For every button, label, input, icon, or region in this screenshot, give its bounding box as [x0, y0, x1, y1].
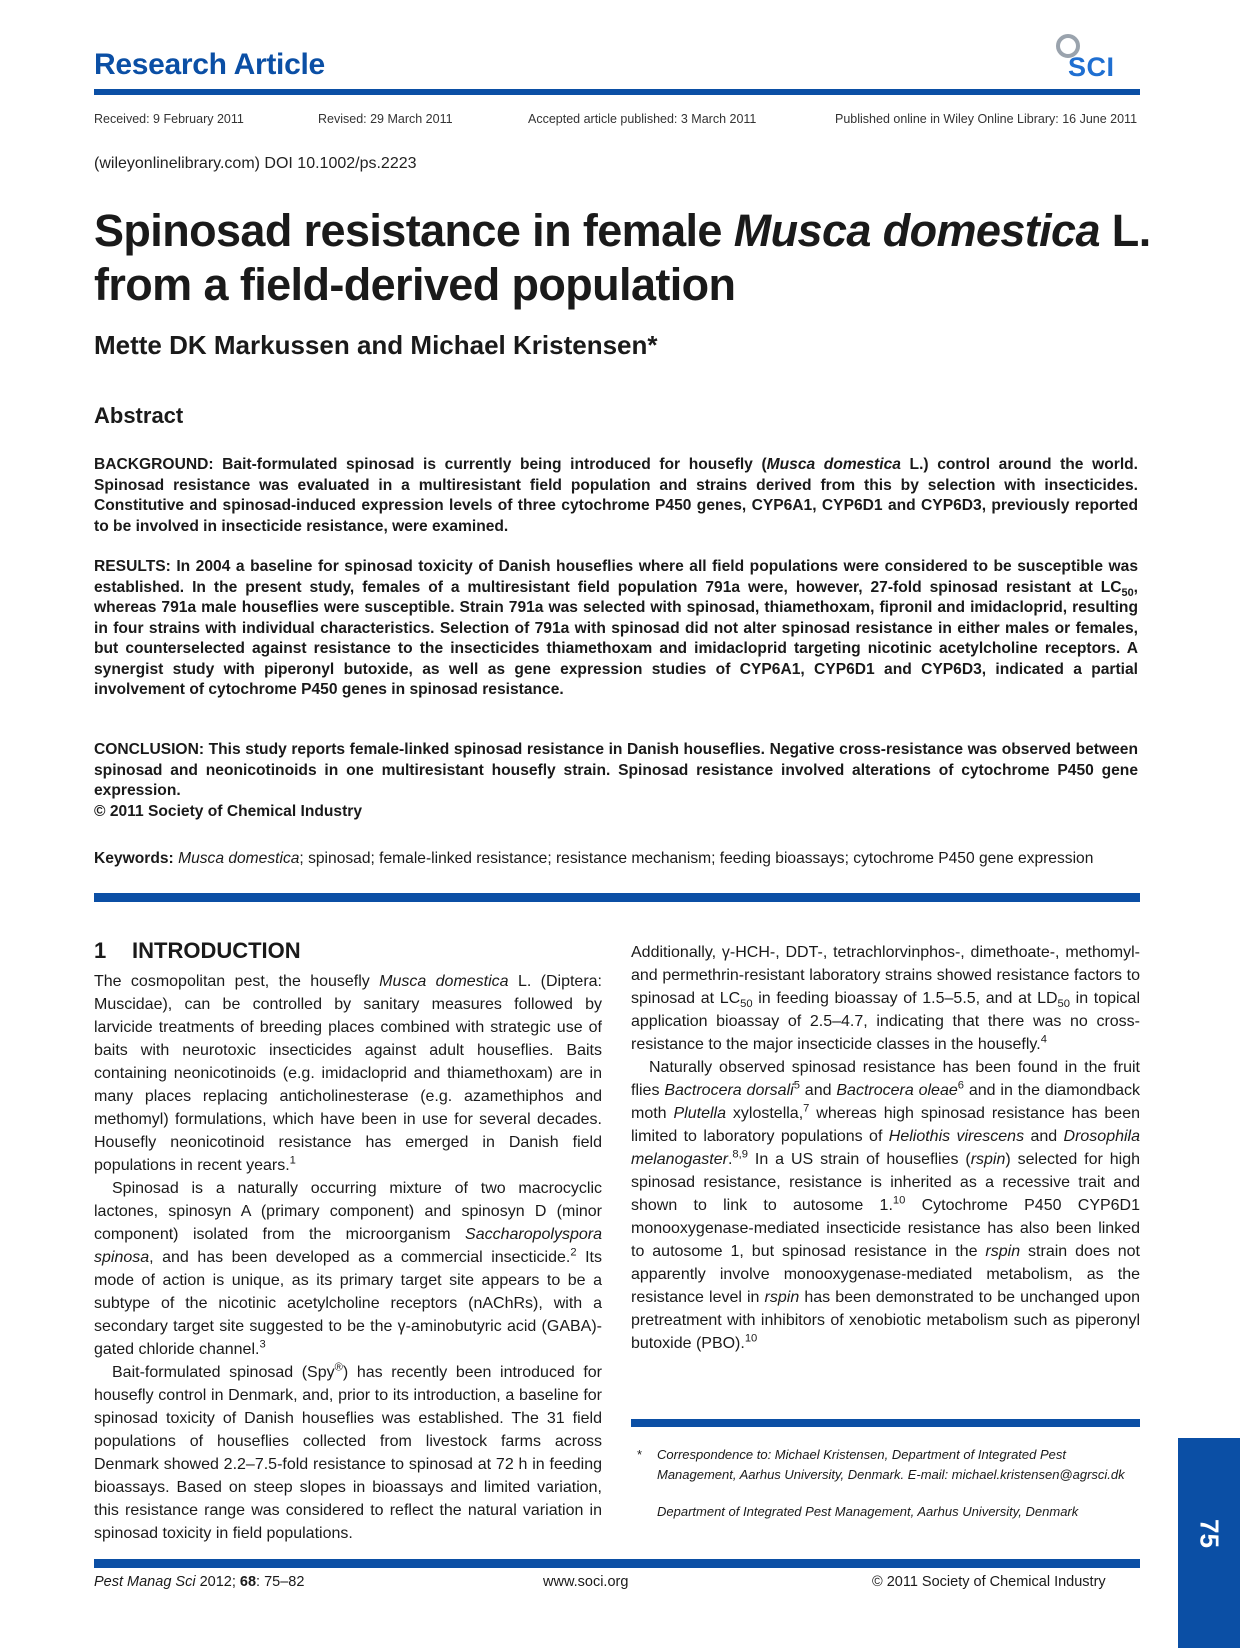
header-rule	[94, 89, 1140, 95]
citation-ref[interactable]: 10	[744, 1332, 758, 1345]
revised-date: Revised: 29 March 2011	[318, 112, 453, 126]
abstract-end-rule	[94, 893, 1140, 902]
citation-ref[interactable]: 10	[892, 1194, 906, 1207]
intro-paragraph-4: Additionally, γ-HCH-, DDT-, tetrachlorvinphos-, dimethoate-, methomyl- and permethrin-resistant laboratory strains showed resistance factors to spinosad at $LC_{50}$ in feeding bioassay of 1.5–5.5, and at $LD_{50}$ in topical application bioassay of 2.5–4.7, indicating that there was no cross-resistance to the major insecticide classes in the housefly.$^4$	[631, 944, 1140, 1053]
article-title: Spinosad resistance in female Musca domestica L. from a field-derived population	[94, 205, 1151, 310]
correspondence-text: Correspondence to: Michael Kristensen, Department of Integrated Pest Management, Aarhus University, Denmark. E-mail: michael.kristensen@agrsci.dk	[657, 1447, 1125, 1482]
citation-ref[interactable]: 3	[259, 1338, 266, 1351]
abstract-heading: Abstract	[94, 403, 184, 428]
logo-text: SCI	[1068, 52, 1115, 82]
footer-rule	[94, 1559, 1140, 1568]
abstract-copyright: © 2011 Society of Chemical Industry	[94, 802, 363, 820]
abstract-conclusion: CONCLUSION: This study reports female-linked spinosad resistance in Danish houseflies. Negative cross-resistance was observed between spinosad and neonicotinoids in one multiresistant housefly strain. Spinosad resistance involved alterations of cytochrome P450 gene expression. © 2011 Society of Chemical Industry	[94, 741, 1138, 820]
correspondence-rule	[631, 1419, 1140, 1427]
page-number-tab	[1178, 1438, 1240, 1648]
citation-ref[interactable]: 1	[289, 1154, 296, 1167]
footer-website-link[interactable]: www.soci.org	[543, 1574, 629, 1590]
affiliation: Department of Integrated Pest Management, Aarhus University, Denmark	[657, 1504, 1079, 1519]
footnote-star: *	[637, 1447, 643, 1462]
page-number: 75	[1194, 1519, 1225, 1548]
intro-paragraph-5: Naturally observed spinosad resistance has been found in the fruit flies Bactrocera dorsali$^5$ and Bactrocera oleae$^6$ and in the diamondback moth Plutella xylostella,$^7$ whereas high spinosad resistance has been limited to laboratory populations of Heliothis virescens and Drosophila melanogaster.$^{8,9}$ In a US strain of houseflies (rspin) selected for high spinosad resistance, resistance is inherited as a recessive trait and shown to link to autosome 1.10 Cytochrome P450 CYP6D1 monooxygenase-mediated insecticide resistance has also been linked to autosome 1, but spinosad resistance in the rspin strain does not apparently involve monooxygenase-mediated metabolism, as the resistance level in rspin has been demonstrated to be unchanged upon pretreatment with inhibitors of xenobiotic metabolism such as piperonyl butoxide (PBO).$^{10}$	[631, 1059, 1141, 1352]
intro-paragraph-1: The cosmopolitan pest, the housefly Musca domestica L. (Diptera: Muscidae), can be controlled by sanitary measures followed by larvicide treatments of breeding places combined with strategic use of baits with neurotoxic insecticides against adult houseflies. Baits containing neonicotinoids (e.g. imidacloprid and thiamethoxam) are in many places replacing anticholinesterase (e.g. azamethiphos and methomyl) formulations, which have been in use for several decades. Housefly neonicotinoid resistance has emerged in Danish field populations in recent years.$^1$	[94, 973, 602, 1174]
author-list: Mette DK Markussen and Michael Kristensen*	[94, 330, 658, 360]
published-date: Published online in Wiley Online Library: 16 June 2011	[835, 112, 1138, 126]
left-column	[94, 970, 602, 1545]
citation-ref[interactable]: 7	[803, 1102, 810, 1115]
accepted-date: Accepted article published: 3 March 2011	[528, 112, 757, 126]
abstract-background: BACKGROUND: Bait-formulated spinosad is currently being introduced for housefly (Musca domestica L.) control around the world. Spinosad resistance was evaluated in a multiresistant field population and strains derived from this by selection with insecticides. Constitutive and spinosad-induced expression levels of three cytochrome P450 genes, CYP6A1, CYP6D1 and CYP6D3, previously reported to be involved in insecticide resistance, were examined.	[94, 456, 1139, 535]
citation-ref[interactable]: 6	[957, 1079, 964, 1092]
intro-paragraph-3: Bait-formulated spinosad (Spy®) has recently been introduced for housefly control in Denmark, and, prior to its introduction, a baseline for spinosad toxicity of Danish houseflies was established. The 31 field populations of houseflies collected from livestock farms across Denmark showed 2.2–7.5-fold resistance to spinosad at 72 h in feeding bioassays. Based on steep slopes in bioassays and limited variation, this resistance range was considered to reflect the natural variation in spinosad toxicity in field populations.	[94, 1361, 603, 1542]
citation-ref[interactable]: 4	[1040, 1033, 1047, 1046]
sci-logo	[1052, 30, 1136, 80]
received-date: Received: 9 February 2011	[94, 112, 244, 126]
journal-section-label: Research Article	[94, 48, 325, 81]
correspondence-note	[631, 1445, 1140, 1485]
footer-citation: Pest Manag Sci 2012; 68: 75–82	[94, 1574, 305, 1590]
footer-copyright: © 2011 Society of Chemical Industry	[872, 1574, 1106, 1590]
abstract-results: RESULTS: In 2004 a baseline for spinosad toxicity of Danish houseflies where all field populations were considered to be susceptible was established. In the present study, females of a multiresistant field population 791a were, however, 27-fold spinosad resistant at $LC_{50}$, whereas 791a male houseflies were susceptible. Strain 791a was selected with spinosad, thiamethoxam, fipronil and imidacloprid, resulting in four strains with individual characteristics. Selection of 791a with spinosad did not alter spinosad resistance in either males or females, but counterselected against resistance to the insecticides thiamethoxam and imidacloprid targeting nicotinic acetylcholine receptors. A synergist study with piperonyl butoxide, as well as gene expression studies of CYP6A1, CYP6D1 and CYP6D3, indicated a partial involvement of cytochrome P450 genes in spinosad resistance.	[94, 558, 1138, 698]
right-column	[631, 941, 1140, 1355]
keywords: Keywords: Musca domestica; spinosad; female-linked resistance; resistance mechanism; feeding bioassays; cytochrome P450 gene expression	[94, 850, 1094, 867]
citation-ref[interactable]: 5	[793, 1079, 800, 1092]
citation-ref[interactable]: 2	[570, 1246, 577, 1259]
citation-ref[interactable]: 8,9	[732, 1148, 748, 1161]
doi-link[interactable]: (wileyonlinelibrary.com) DOI 10.1002/ps.2223	[94, 155, 417, 172]
section-heading-introduction: 1 INTRODUCTION	[94, 938, 301, 963]
intro-paragraph-2: Spinosad is a naturally occurring mixture of two macrocyclic lactones, spinosyn A (primary component) and spinosyn D (minor component) isolated from the microorganism Saccharopolyspora spinosa, and has been developed as a commercial insecticide.$^2$ Its mode of action is unique, as its primary target site appears to be a subtype of the nicotinic acetylcholine receptors (nAChRs), with a secondary target site suggested to be the γ-aminobutyric acid (GABA)-gated chloride channel.$^3$	[94, 1180, 602, 1358]
